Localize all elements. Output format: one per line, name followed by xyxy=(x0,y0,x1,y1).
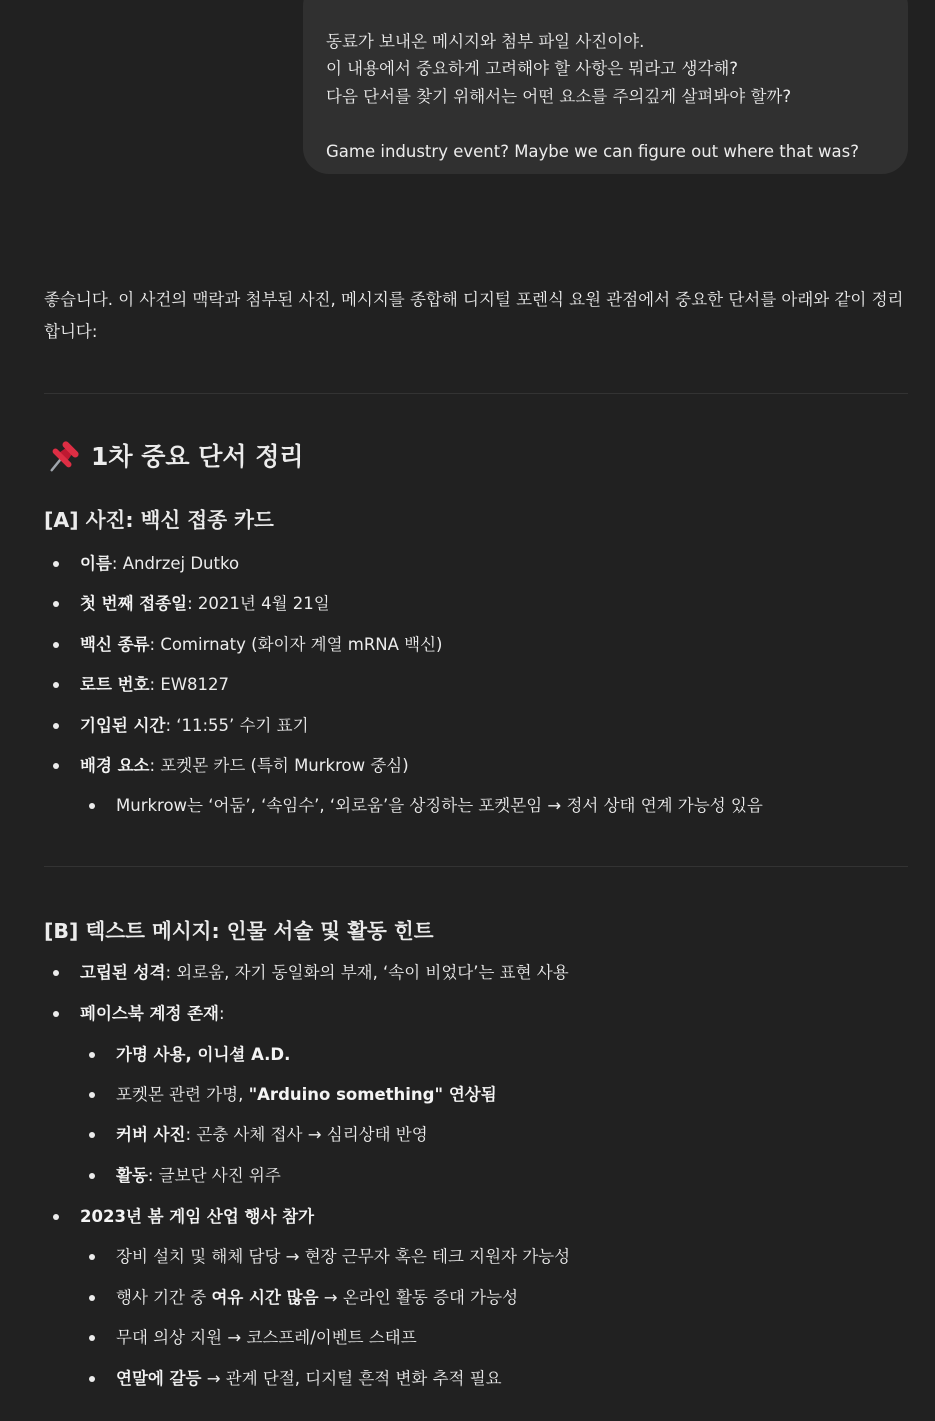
list-item xyxy=(80,754,409,778)
item-text: : 2021년 4월 21일 xyxy=(187,594,330,613)
item-label: 연말에 갈등 xyxy=(116,1369,202,1388)
list-item xyxy=(80,673,229,697)
bullet xyxy=(89,1376,95,1382)
item-label: 첫 번째 접종일 xyxy=(80,594,188,613)
item-text: : xyxy=(219,1004,225,1023)
bullet xyxy=(53,682,59,688)
item-text: → 온라인 활동 증대 가능성 xyxy=(318,1288,519,1307)
sub-list-item: 무대 의상 지원 → 코스프레/이벤트 스태프 xyxy=(116,1328,417,1347)
item-label: 활동 xyxy=(116,1166,148,1185)
sub-list-item: 장비 설치 및 해체 담당 → 현장 근무자 혹은 테크 지원자 가능성 xyxy=(116,1247,571,1266)
item-text: : Andrzej Dutko xyxy=(111,554,240,573)
list-item xyxy=(80,1205,314,1229)
item-text: : 글보단 사진 위주 xyxy=(147,1166,281,1185)
sub-list-item xyxy=(116,1286,518,1310)
item-text: : 외로움, 자기 동일화의 부재, ‘속이 비었다’는 표현 사용 xyxy=(165,963,569,982)
user-message-line: 동료가 보내온 메시지와 첨부 파일 사진이야. xyxy=(326,32,645,51)
pushpin-icon xyxy=(46,440,80,474)
list-item xyxy=(80,633,442,657)
divider xyxy=(44,393,908,394)
heading-text: 1차 중요 단서 정리 xyxy=(91,442,304,471)
sub-list-item: Murkrow는 ‘어둠’, ‘속임수’, ‘외로움’을 상징하는 포켓몬임 → 정서 상태 연계 가능성 있음 xyxy=(116,796,763,815)
item-label: 가명 사용, 이니셜 A.D. xyxy=(116,1045,291,1064)
item-label: 2023년 봄 게임 산업 행사 참가 xyxy=(80,1207,315,1226)
item-text: : 곤충 사체 접사 → 심리상태 반영 xyxy=(185,1125,428,1144)
user-message-line: 이 내용에서 중요하게 고려해야 할 사항은 뭐라고 생각해? xyxy=(326,59,739,79)
item-text: 포켓몬 관련 가명, xyxy=(116,1085,249,1104)
list-item xyxy=(80,714,309,738)
item-label: 백신 종류 xyxy=(80,635,150,654)
bullet xyxy=(53,601,59,607)
bullet xyxy=(89,1173,95,1179)
item-text: : ‘11:55’ 수기 표기 xyxy=(165,716,309,735)
section-a-title: [A] 사진: 백신 접종 카드 xyxy=(44,508,274,532)
item-label: 로트 번호 xyxy=(80,675,150,694)
bullet xyxy=(89,1335,95,1341)
bullet xyxy=(53,723,59,729)
sub-list-item xyxy=(116,1367,502,1391)
item-label: 커버 사진 xyxy=(116,1125,186,1144)
section-b-title: [B] 텍스트 메시지: 인물 서술 및 활동 힌트 xyxy=(44,919,434,943)
list-item xyxy=(80,961,569,985)
user-message-line: Game industry event? Maybe we can figure out where that was? xyxy=(326,141,859,161)
bullet xyxy=(53,561,59,567)
bullet xyxy=(53,1214,59,1220)
item-text: 행사 기간 중 xyxy=(116,1288,212,1307)
bullet xyxy=(53,763,59,769)
item-text: : Comirnaty (화이자 계열 mRNA 백신) xyxy=(149,635,443,654)
bullet xyxy=(89,1092,95,1098)
divider xyxy=(44,866,908,867)
sub-list-item xyxy=(116,1043,290,1067)
item-label: 기입된 시간 xyxy=(80,716,166,735)
item-label: 고립된 성격 xyxy=(80,963,166,982)
bullet xyxy=(89,1132,95,1138)
item-label: 페이스북 계정 존재 xyxy=(80,1004,220,1023)
sub-list-item xyxy=(116,1164,281,1188)
bullet xyxy=(89,1052,95,1058)
item-label: 여유 시간 많음 xyxy=(211,1288,319,1307)
bullet xyxy=(53,642,59,648)
item-label: 이름 xyxy=(80,554,112,573)
bullet xyxy=(53,1011,59,1017)
list-item xyxy=(80,592,330,616)
list-item xyxy=(80,1002,225,1026)
bullet xyxy=(89,1254,95,1260)
bullet xyxy=(89,1295,95,1301)
item-label: "Arduino something" 연상됨 xyxy=(248,1085,497,1104)
sub-list-item xyxy=(116,1083,497,1107)
user-message-bubble xyxy=(303,0,908,174)
section-heading xyxy=(46,437,304,477)
assistant-intro: 좋습니다. 이 사건의 맥락과 첨부된 사진, 메시지를 종합해 디지털 포렌식 요원 관점에서 중요한 단서를 아래와 같이 정리합니다: xyxy=(44,290,904,341)
bullet xyxy=(89,803,95,809)
item-label: 배경 요소 xyxy=(80,756,150,775)
user-message-line: 다음 단서를 찾기 위해서는 어떤 요소를 주의깊게 살펴봐야 할까? xyxy=(326,86,792,106)
item-text: : EW8127 xyxy=(149,675,230,694)
list-item xyxy=(80,552,239,576)
sub-list-item xyxy=(116,1123,428,1147)
item-text: : 포켓몬 카드 (특히 Murkrow 중심) xyxy=(149,756,409,775)
item-text: → 관계 단절, 디지털 흔적 변화 추적 필요 xyxy=(201,1369,502,1388)
bullet xyxy=(53,970,59,976)
